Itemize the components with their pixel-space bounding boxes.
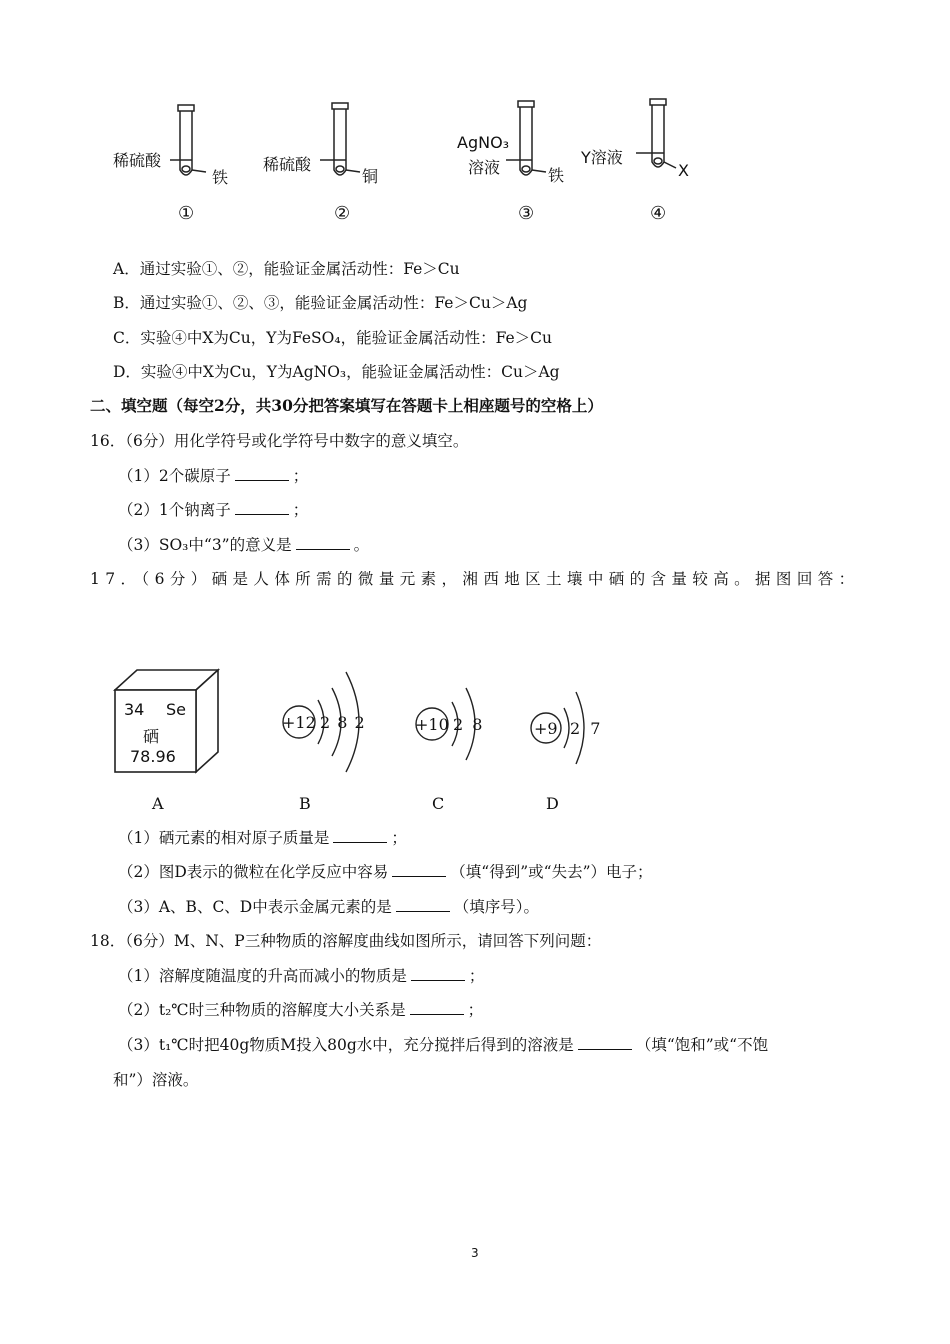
tube-3-number: ③ <box>518 203 535 224</box>
q17-item-1: （1）硒元素的相对原子质量是 ； <box>118 829 407 847</box>
atom-d-shells: 2 7 <box>570 719 601 738</box>
q18-item-2: （2）t₂℃时三种物质的溶解度大小关系是 ； <box>118 1001 484 1019</box>
q16-stem: 16．（6分）用化学符号或化学符号中数字的意义填空。 <box>90 432 469 450</box>
tube-1-right-label: 铁 <box>212 168 229 187</box>
answer-blank[interactable] <box>235 500 289 515</box>
q16-item-3: （3）SO₃中“3”的意义是 。 <box>118 536 370 554</box>
answer-blank[interactable] <box>392 862 446 877</box>
tube-2-right-label: 铜 <box>362 167 379 186</box>
figure-label-d: D <box>546 794 559 813</box>
atom-d-nucleus: +9 <box>534 719 558 738</box>
option-d: D．实验④中X为Cu，Y为AgNO₃，能验证金属活动性：Cu＞Ag <box>113 363 560 381</box>
tube-4-left-label: Y溶液 <box>581 148 623 167</box>
atom-b-nucleus: +12 <box>282 713 316 732</box>
figure-label-a: A <box>152 794 164 813</box>
element-symbol: Se <box>166 700 186 719</box>
q16-item-2: （2）1个钠离子 ； <box>118 501 309 519</box>
element-name: 硒 <box>143 727 160 746</box>
q18-item-1: （1）溶解度随温度的升高而减小的物质是 ； <box>118 967 485 985</box>
atom-c-shells: 2 8 <box>453 715 483 734</box>
q18-stem: 18．（6分）M、N、P三种物质的溶解度曲线如图所示，请回答下列问题： <box>90 932 602 950</box>
test-tube-3 <box>506 101 546 175</box>
answer-blank[interactable] <box>333 828 387 843</box>
tube-1-number: ① <box>178 203 195 224</box>
q17-item-2: （2）图D表示的微粒在化学反应中容易 （填“得到”或“失去”）电子； <box>118 863 653 881</box>
option-c: C．实验④中X为Cu，Y为FeSO₄，能验证金属活动性：Fe＞Cu <box>113 329 553 347</box>
atom-b-shells: 2 8 2 <box>320 713 365 732</box>
tube-3-right-label: 铁 <box>548 166 565 185</box>
option-b: B．通过实验①、②、③，能验证金属活动性：Fe＞Cu＞Ag <box>113 294 528 312</box>
tube-2-number: ② <box>334 203 351 224</box>
page-number: 3 <box>471 1246 479 1260</box>
tube-4-number: ④ <box>650 203 667 224</box>
tube-1-left-label: 稀硫酸 <box>113 151 162 170</box>
tube-3-left-label-line2: 溶液 <box>468 158 501 177</box>
section-title: 二、填空题（每空2分，共30分把答案填写在答题卡上相座题号的空格上） <box>90 396 603 415</box>
test-tube-4 <box>636 99 676 168</box>
atom-c-nucleus: +10 <box>415 715 449 734</box>
answer-blank[interactable] <box>411 966 465 981</box>
element-mass: 78.96 <box>130 747 176 766</box>
tube-4-right-label: X <box>678 161 689 180</box>
q17-item-3: （3）A、B、C、D中表示金属元素的是 （填序号）。 <box>118 898 539 916</box>
element-number: 34 <box>124 700 145 719</box>
answer-blank[interactable] <box>396 897 450 912</box>
q17-stem: 17．（6分）硒是人体所需的微量元素，湘西地区土壤中硒的含量较高。据图回答： <box>90 570 860 588</box>
tube-2-left-label: 稀硫酸 <box>263 155 312 174</box>
figure-label-c: C <box>432 794 445 813</box>
answer-blank[interactable] <box>578 1035 632 1050</box>
tube-3-left-label-line1: AgNO₃ <box>457 133 510 152</box>
q18-item-3: （3）t₁℃时把40g物质M投入80g水中，充分搅拌后得到的溶液是 （填“饱和”或“不饱 <box>118 1036 769 1054</box>
answer-blank[interactable] <box>235 466 289 481</box>
test-tube-2 <box>320 103 360 175</box>
answer-blank[interactable] <box>410 1000 464 1015</box>
test-tube-1 <box>170 105 206 175</box>
test-tube-figure <box>0 0 950 240</box>
q18-continuation: 和”）溶液。 <box>113 1071 199 1089</box>
q16-item-1: （1）2个碳原子 ； <box>118 467 309 485</box>
answer-blank[interactable] <box>296 535 350 550</box>
option-a: A．通过实验①、②，能验证金属活动性：Fe＞Cu <box>113 260 460 278</box>
figure-label-b: B <box>299 794 311 813</box>
